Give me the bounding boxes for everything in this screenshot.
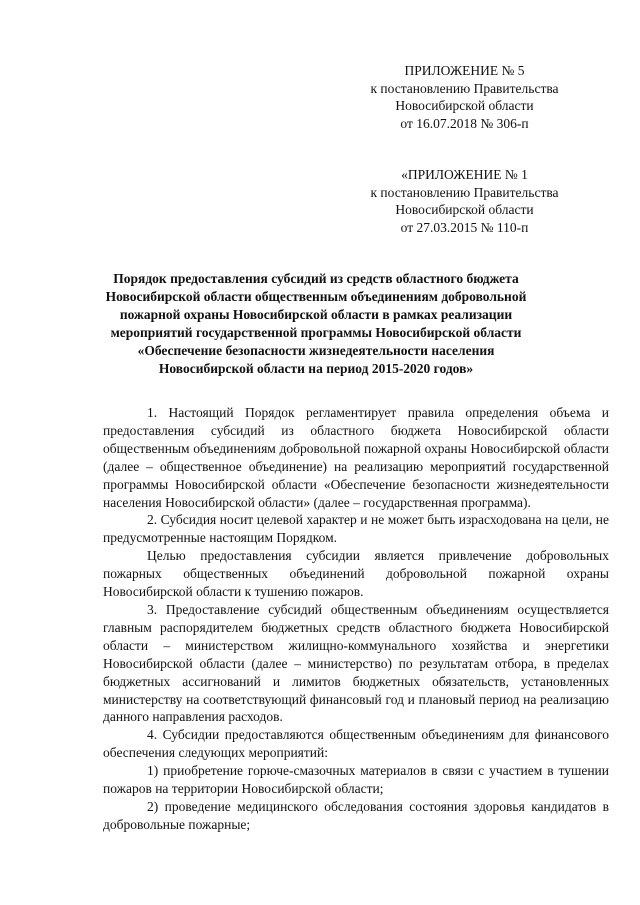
title-line: мероприятий государственной программы Новосибирской области <box>110 325 522 340</box>
paragraph-2: 2. Субсидия носит целевой характер и не может быть израсходована на цели, не предусмотренные настоящим Порядком. <box>103 512 609 546</box>
title-line: Новосибирской области на период 2015-2020 годов» <box>158 361 474 376</box>
title-line: «Обеспечение безопасности жизнедеятельности населения <box>137 343 495 358</box>
paragraph-purpose: Целью предоставления субсидии является привлечение добровольных пожарных общественных объединений добровольной пожарной охраны Новосибирской области к тушению пожаров. <box>103 548 609 600</box>
title-line: Новосибирской области общественным объединениям добровольной <box>105 289 527 304</box>
document-title <box>86 270 546 378</box>
list-item-1: 1) приобретение горюче-смазочных материалов в связи с участием в тушении пожаров на территории Новосибирской области; <box>103 763 609 797</box>
appendix-1-header <box>347 166 582 236</box>
appendix-5-header <box>347 62 582 132</box>
paragraph-3: 3. Предоставление субсидий общественным объединениям осуществляется главным распорядителем бюджетных средств областного бюджета Новосибирской области – министерством жилищно-коммунального хозяйства и энергетики Новосибирской области (далее – министерство) по результатам отбора, в пределах бюджетных ассигнований и лимитов бюджетных обязательств, установленных министерству на соответствующий финансовый год и плановый период на реализацию данного направления расходов. <box>103 601 609 725</box>
appendix-5-region: Новосибирской области <box>395 98 534 113</box>
appendix-1-date: от 27.03.2015 № 110-п <box>400 219 529 235</box>
list-item-2: 2) проведение медицинского обследования состояния здоровья кандидатов в добровольные пожарные; <box>103 798 609 832</box>
appendix-1-region: Новосибирской области <box>395 202 534 217</box>
document-body <box>103 404 609 834</box>
title-line: пожарной охраны Новосибирской области в рамках реализации <box>119 307 513 322</box>
appendix-5-date: от 16.07.2018 № 306-п <box>400 115 529 131</box>
appendix-1-number: «ПРИЛОЖЕНИЕ № 1 <box>401 167 528 182</box>
appendix-5-number: ПРИЛОЖЕНИЕ № 5 <box>404 63 525 78</box>
paragraph-4: 4. Субсидии предоставляются общественным объединениям для финансового обеспечения следующих мероприятий: <box>103 727 609 761</box>
title-line: Порядок предоставления субсидий из средств областного бюджета <box>113 271 519 286</box>
appendix-1-resolution: к постановлению Правительства <box>370 184 559 200</box>
appendix-5-resolution: к постановлению Правительства <box>370 80 559 96</box>
paragraph-1: 1. Настоящий Порядок регламентирует правила определения объема и предоставления субсидий из областного бюджета Новосибирской области общественным объединениям добровольной пожарной охраны Новосибирской области (далее – общественное объединение) на реализацию мероприятий государственной программы Новосибирской области «Обеспечение безопасности жизнедеятельности населения Новосибирской области» (далее – государственная программа). <box>103 405 609 510</box>
